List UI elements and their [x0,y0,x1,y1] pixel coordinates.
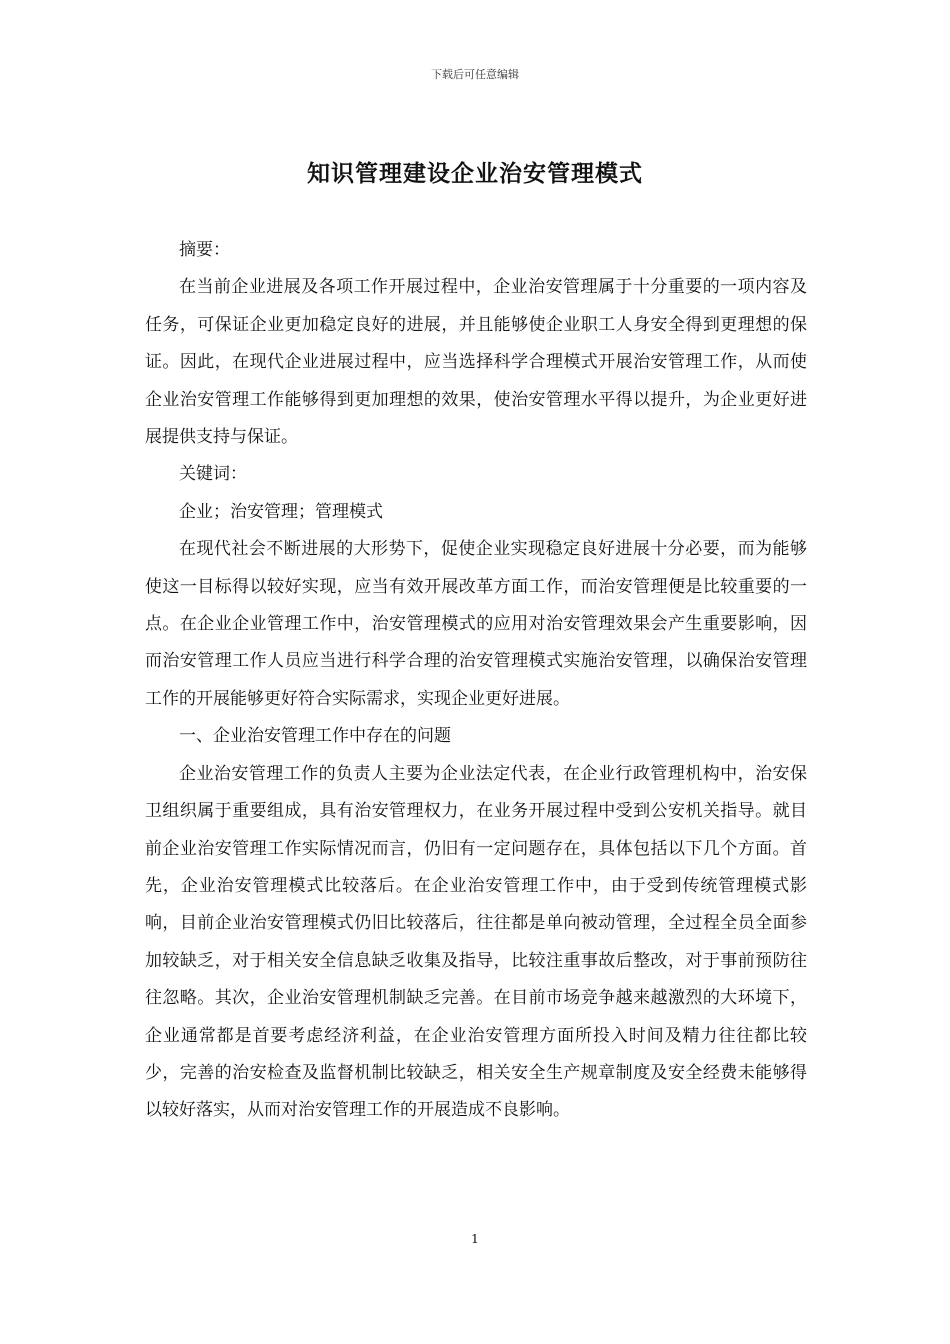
keywords-heading: 关键词： [179,464,247,485]
section-heading-1: 一、企业治安管理工作中存在的问题 [179,726,451,747]
page-number: 1 [471,1232,479,1246]
abstract-paragraph: 在当前企业进展及各项工作开展过程中，企业治安管理属于十分重要的一项内容及任务，可保证企业更加稳定良好的进展，并且能够使企业职工人身安全得到更理想的保证。因此，在现代企业进展过程中，应当选择科学合理模式开展治安管理工作，从而使企业治安管理工作能够得到更加理想的效果，使治安管理水平得以提升，为企业更好进展提供支持与保证。 [145,277,807,448]
intro-paragraph: 在现代社会不断进展的大形势下，促使企业实现稳定良好进展十分必要，而为能够使这一目标得以较好实现，应当有效开展改革方面工作，而治安管理便是比较重要的一点。在企业企业管理工作中，治安管理模式的应用对治安管理效果会产生重要影响，因而治安管理工作人员应当进行科学合理的治安管理模式实施治安管理，以确保治安管理工作的开展能够更好符合实际需求，实现企业更好进展。 [145,539,807,709]
page-header-note: 下载后可任意编辑 [431,68,519,81]
section-1-paragraph: 企业治安管理工作的负责人主要为企业法定代表，在企业行政管理机构中，治安保卫组织属于重要组成，具有治安管理权力，在业务开展过程中受到公安机关指导。就目前企业治安管理工作实际情况而言，仍旧有一定问题存在，具体包括以下几个方面。首先，企业治安管理模式比较落后。在企业治安管理工作中，由于受到传统管理模式影响，目前企业治安管理模式仍旧比较落后，往往都是单向被动管理，全过程全员全面参加较缺乏，对于相关安全信息缺乏收集及指导，比较注重事故后整改，对于事前预防往往忽略。其次，企业治安管理机制缺乏完善。在目前市场竞争越来越激烈的大环境下，企业通常都是首要考虑经济利益，在企业治安管理方面所投入时间及精力往往都比较少，完善的治安检查及监督机制比较缺乏，相关安全生产规章制度及安全经费未能够得以较好落实，从而对治安管理工作的开展造成不良影响。 [145,763,807,1121]
document-title: 知识管理建设企业治安管理模式 [307,160,643,187]
abstract-heading: 摘要： [179,240,230,260]
document-body [145,232,807,1130]
keywords-list: 企业；治安管理；管理模式 [179,501,383,522]
